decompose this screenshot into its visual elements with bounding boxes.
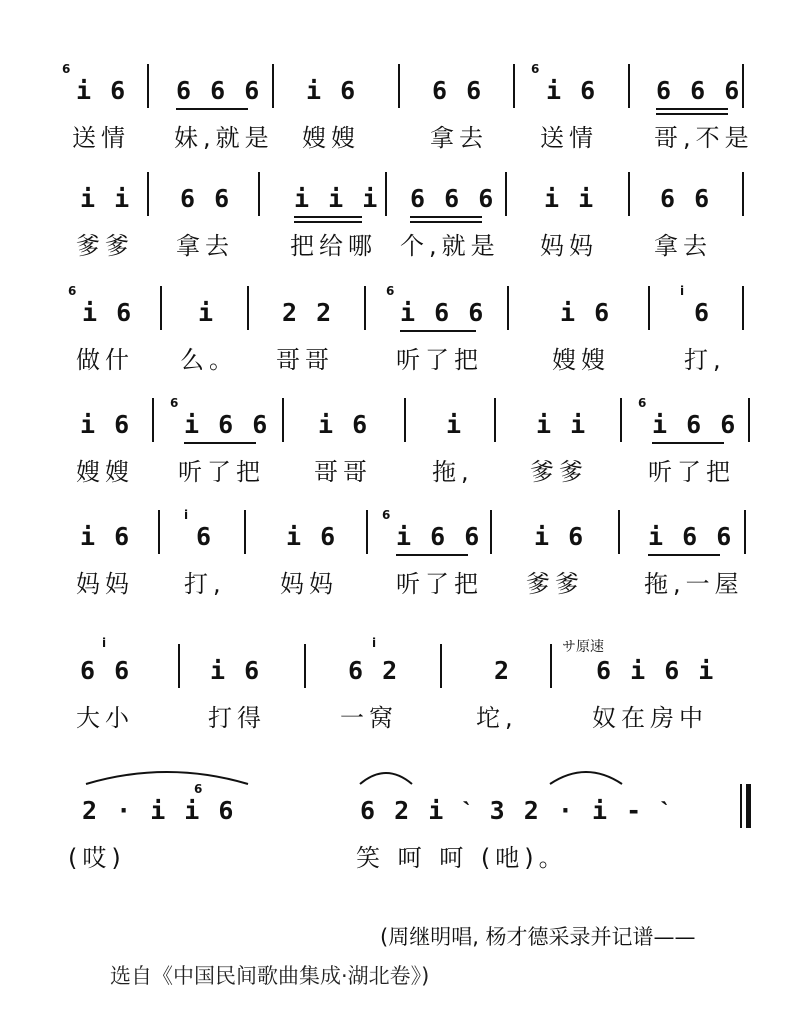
tempo-mark: サ原速: [562, 639, 604, 655]
barline: [618, 510, 620, 554]
staff-row-1: [0, 62, 810, 172]
lyric: 打得: [208, 704, 266, 732]
beam: [400, 330, 476, 332]
measure-notes: i 6: [306, 76, 358, 105]
measure-notes: 6 6: [660, 184, 712, 213]
barline: [507, 286, 509, 330]
measure-notes: 6 6 6: [176, 76, 262, 105]
barline: [742, 64, 744, 108]
measure-notes: i 6 6: [184, 410, 270, 439]
grace-note: 6: [531, 62, 540, 76]
measure-notes: 6 6 6: [410, 184, 496, 213]
lyric: 做什: [76, 346, 134, 374]
barline: [152, 398, 154, 442]
barline: [398, 64, 400, 108]
beam: [184, 442, 256, 444]
lyric: 听了把: [396, 570, 483, 598]
barline: [628, 172, 630, 216]
measure-notes: i 6: [560, 298, 612, 327]
slur-arc: [356, 768, 416, 788]
measure-notes: i 6: [76, 76, 128, 105]
barline: [178, 644, 180, 688]
staff-row-7: [0, 782, 810, 892]
grace-note: i: [372, 636, 377, 650]
lyric: 一窝: [340, 704, 398, 732]
lyric: 拿去: [430, 124, 488, 152]
measure-notes: i 6: [286, 522, 338, 551]
barline: [748, 398, 750, 442]
beam: [410, 221, 482, 223]
source-line: 选自《中国民间歌曲集成·湖北卷》): [110, 964, 430, 988]
lyric: 哥哥: [314, 458, 372, 486]
staff-row-3: [0, 284, 810, 394]
barline: [366, 510, 368, 554]
lyric: 个,就是: [400, 232, 500, 260]
barline: [247, 286, 249, 330]
lyric: 爹爹: [526, 570, 584, 598]
slur-arc: [546, 766, 626, 788]
barline: [513, 64, 515, 108]
barline: [385, 172, 387, 216]
measure-notes: i 6: [534, 522, 586, 551]
measure-notes: i: [198, 298, 216, 327]
barline: [282, 398, 284, 442]
beam: [176, 108, 248, 110]
lyric: 听了把: [396, 346, 483, 374]
beam: [652, 442, 724, 444]
barline: [628, 64, 630, 108]
lyric: 嫂嫂: [302, 124, 360, 152]
measure-notes: 6 6: [80, 656, 132, 685]
lyric: 听了把: [178, 458, 265, 486]
grace-note: 6: [382, 508, 391, 522]
barline: [364, 286, 366, 330]
barline: [494, 398, 496, 442]
measure-notes: 6 6: [432, 76, 484, 105]
barline: [620, 398, 622, 442]
measure-notes: 6 i 6 i: [596, 656, 716, 685]
barline: [258, 172, 260, 216]
measure-notes: i i: [544, 184, 596, 213]
slur-arc: [82, 768, 252, 788]
final-barline-thin: [740, 784, 742, 828]
lyric: 大小: [76, 704, 134, 732]
measure-notes: i 6: [210, 656, 262, 685]
grace-note: 6: [638, 396, 647, 410]
beam: [656, 113, 728, 115]
barline: [490, 510, 492, 554]
barline: [147, 172, 149, 216]
lyric: 送情: [72, 124, 130, 152]
lyric: 笑 呵 呵 (吔)。: [356, 844, 568, 872]
lyric: 拖,: [432, 458, 474, 486]
measure-notes: i 6 6: [400, 298, 486, 327]
barline: [440, 644, 442, 688]
lyric: 爹爹: [76, 232, 134, 260]
measure-notes: i 6: [318, 410, 370, 439]
barline: [550, 644, 552, 688]
beam: [396, 554, 468, 556]
lyric: 奴在房中: [592, 704, 708, 732]
grace-note: i: [184, 508, 189, 522]
staff-row-6: [0, 636, 810, 752]
measure-notes: i 6: [546, 76, 598, 105]
grace-note: 6: [62, 62, 71, 76]
final-barline-thick: [746, 784, 751, 828]
measure-notes: 2 · i i 6: [82, 796, 236, 825]
measure-notes: i 6: [80, 410, 132, 439]
grace-note: 6: [194, 782, 203, 796]
measure-notes: i 6 6: [648, 522, 734, 551]
beam: [648, 554, 720, 556]
lyric: 爹爹: [530, 458, 588, 486]
measure-notes: 6 6 6: [656, 76, 742, 105]
beam: [410, 216, 482, 218]
grace-note: i: [680, 284, 685, 298]
lyric: 坨,: [476, 704, 518, 732]
lyric: 打,: [684, 346, 726, 374]
barline: [404, 398, 406, 442]
staff-row-2: [0, 170, 810, 280]
measure-notes: 2: [494, 656, 512, 685]
measure-notes: i 6: [80, 522, 132, 551]
lyric: 哥,不是: [654, 124, 754, 152]
grace-note: i: [102, 636, 107, 650]
barline: [147, 64, 149, 108]
measure-notes: 6 2 i ˋ 3 2 · i - ˋ: [360, 796, 671, 825]
measure-notes: i 6: [82, 298, 134, 327]
barline: [272, 64, 274, 108]
measure-notes: i: [446, 410, 464, 439]
lyric: 嫂嫂: [552, 346, 610, 374]
lyric: 哥哥: [276, 346, 334, 374]
measure-notes: i 6 6: [652, 410, 738, 439]
barline: [648, 286, 650, 330]
barline: [744, 510, 746, 554]
measure-notes: 6: [694, 298, 712, 327]
measure-notes: 6 2: [348, 656, 400, 685]
barline: [505, 172, 507, 216]
lyric: 拖,一屋: [644, 570, 744, 598]
lyric: 拿去: [654, 232, 712, 260]
credit-line: (周继明唱, 杨才德采录并记谱——: [380, 925, 696, 949]
lyric: 拿去: [176, 232, 234, 260]
barline: [742, 286, 744, 330]
measure-notes: i 6 6: [396, 522, 482, 551]
staff-row-5: [0, 508, 810, 618]
lyric: 打,: [184, 570, 226, 598]
measure-notes: 6 6: [180, 184, 232, 213]
grace-note: 6: [68, 284, 77, 298]
measure-notes: 2 2: [282, 298, 334, 327]
measure-notes: i i: [80, 184, 132, 213]
lyric: 送情: [540, 124, 598, 152]
beam: [656, 108, 728, 110]
lyric: 妈妈: [540, 232, 598, 260]
grace-note: 6: [170, 396, 179, 410]
barline: [160, 286, 162, 330]
lyric: 妈妈: [76, 570, 134, 598]
lyric: 妹,就是: [174, 124, 274, 152]
barline: [158, 510, 160, 554]
lyric: (哎): [68, 844, 126, 872]
lyric: 嫂嫂: [76, 458, 134, 486]
grace-note: 6: [386, 284, 395, 298]
lyric: 妈妈: [280, 570, 338, 598]
barline: [244, 510, 246, 554]
staff-row-4: [0, 396, 810, 506]
lyric: 么。: [180, 346, 238, 374]
beam: [294, 221, 362, 223]
lyric: 听了把: [648, 458, 735, 486]
measure-notes: i i: [536, 410, 588, 439]
measure-notes: i i i: [294, 184, 380, 213]
barline: [742, 172, 744, 216]
beam: [294, 216, 362, 218]
lyric: 把给哪: [290, 232, 377, 260]
measure-notes: 6: [196, 522, 214, 551]
barline: [304, 644, 306, 688]
